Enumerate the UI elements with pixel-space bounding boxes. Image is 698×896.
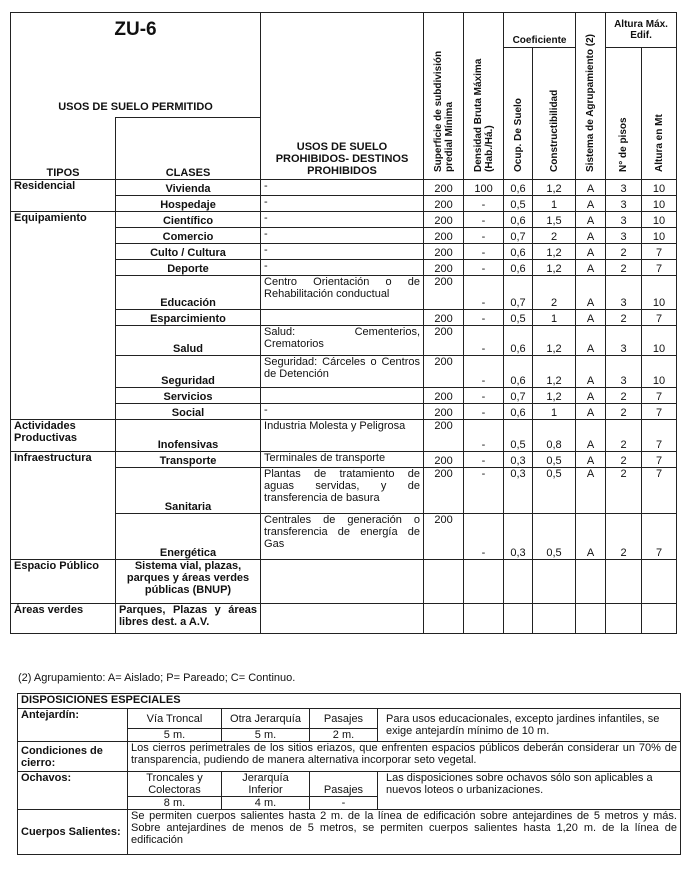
densidad-header: Densidad Bruta Máxima (Hab./Há.) (464, 13, 504, 180)
table-row (11, 276, 677, 310)
agrupamiento-cell: A (576, 404, 606, 420)
prohibido-cell: Industria Molesta y Peligrosa (261, 420, 424, 452)
antejardin-val1: 5 m. (128, 729, 222, 742)
agrupamiento-cell: A (576, 260, 606, 276)
superficie-cell: 200 (424, 356, 464, 388)
clase-cell: Vivienda (116, 180, 261, 196)
agrupamiento-cell: A (576, 326, 606, 356)
tipo-cell (11, 388, 116, 404)
superficie-cell: 200 (424, 310, 464, 326)
superficie-cell: 200 (424, 452, 464, 468)
table-row (11, 560, 677, 604)
ocupacion-cell: 0,7 (504, 276, 533, 310)
densidad-cell: - (464, 452, 504, 468)
prohibido-cell: Salud: Cementerios, Crematorios (261, 326, 424, 356)
densidad-cell: - (464, 514, 504, 560)
superficie-cell: 200 (424, 180, 464, 196)
disposiciones-title: DISPOSICIONES ESPECIALES (18, 694, 681, 709)
agrupamiento-cell: A (576, 452, 606, 468)
prohibido-cell: Plantas de tratamiento de aguas servidas, y de transferencia de basura (261, 468, 424, 514)
superficie-cell: 200 (424, 244, 464, 260)
empty-cell (576, 560, 606, 604)
table-row (11, 228, 677, 244)
constructibilidad-cell: 0,5 (533, 514, 576, 560)
tipo-cell: Equipamiento (11, 212, 116, 228)
prohibido-cell: - (261, 404, 424, 420)
clase-cell: Sistema vial, plazas, parques y áreas verdes públicas (BNUP) (116, 560, 261, 604)
ochavos-val2: 4 m. (222, 797, 310, 810)
superficie-cell: 200 (424, 404, 464, 420)
table-row (11, 404, 677, 420)
ocupacion-cell: 0,7 (504, 228, 533, 244)
prohibido-cell (261, 388, 424, 404)
cierro-text: Los cierros perimetrales de los sitios eriazos, que enfrenten espacios públicos deberán considerar un 70% de transparencia, pudiendo de manera alternativa incorporar seto vegetal. (128, 742, 681, 772)
tipo-cell (11, 244, 116, 260)
prohibido-cell (261, 310, 424, 326)
table-row (11, 514, 677, 560)
superficie-cell: 200 (424, 212, 464, 228)
pisos-cell: 2 (606, 468, 642, 514)
superficie-cell: 200 (424, 276, 464, 310)
ocupacion-cell: 0,5 (504, 196, 533, 212)
densidad-cell: - (464, 196, 504, 212)
antejardin-col3: Pasajes (310, 709, 378, 729)
tipos-header: TIPOS (11, 118, 116, 180)
agrupamiento-cell: A (576, 244, 606, 260)
tipo-cell (11, 310, 116, 326)
agrupamiento-cell: A (576, 228, 606, 244)
pisos-cell: 2 (606, 244, 642, 260)
altura-cell: 7 (642, 452, 677, 468)
agrupamiento-note: (2) Agrupamiento: A= Aislado; P= Pareado; C= Continuo. (18, 672, 296, 684)
ocupacion-cell: 0,5 (504, 420, 533, 452)
constructibilidad-cell: 2 (533, 228, 576, 244)
clase-cell: Educación (116, 276, 261, 310)
pisos-cell: 2 (606, 420, 642, 452)
table-row (11, 420, 677, 452)
tipo-cell (11, 196, 116, 212)
constructibilidad-cell: 1,2 (533, 180, 576, 196)
agrupamiento-cell: A (576, 180, 606, 196)
pisos-cell: 2 (606, 310, 642, 326)
pisos-cell: 2 (606, 452, 642, 468)
clase-cell: Servicios (116, 388, 261, 404)
empty-cell (424, 560, 464, 604)
prohibidos-header: USOS DE SUELO PROHIBIDOS- DESTINOS PROHIBIDOS (261, 13, 424, 180)
densidad-cell: - (464, 276, 504, 310)
antejardin-col2: Otra Jerarquía (222, 709, 310, 729)
empty-cell (606, 604, 642, 634)
tipo-cell (11, 468, 116, 514)
antejardin-val2: 5 m. (222, 729, 310, 742)
agrupamiento-cell: A (576, 196, 606, 212)
prohibido-cell: Seguridad: Cárceles o Centros de Detención (261, 356, 424, 388)
ocupacion-cell: 0,6 (504, 260, 533, 276)
densidad-cell: - (464, 260, 504, 276)
prohibido-cell: - (261, 244, 424, 260)
pisos-cell: 3 (606, 276, 642, 310)
superficie-cell: 200 (424, 260, 464, 276)
densidad-cell: - (464, 468, 504, 514)
tipo-cell (11, 326, 116, 356)
clase-cell: Salud (116, 326, 261, 356)
pisos-cell: 3 (606, 228, 642, 244)
antejardin-text: Para usos educacionales, excepto jardines infantiles, se exige antejardín mínimo de 10 m. (378, 709, 681, 742)
cuerpos-text: Se permiten cuerpos salientes hasta 2 m. de la línea de edificación sobre antejardines de 5 metros y más. Sobre antejardines de menos de 5 metros, se permiten cuerpos salientes hasta 1,20 m. de la línea de edificación (128, 810, 681, 855)
agrupamiento-cell: A (576, 388, 606, 404)
clase-cell: Sanitaria (116, 468, 261, 514)
usos-permitido-header: USOS DE SUELO PERMITIDO (11, 48, 261, 118)
tipo-cell (11, 404, 116, 420)
ochavos-col2: Jerarquía Inferior (222, 772, 310, 797)
altura-cell: 7 (642, 468, 677, 514)
ocupacion-cell: 0,6 (504, 212, 533, 228)
constructibilidad-cell: 0,5 (533, 468, 576, 514)
constructibilidad-cell: 0,8 (533, 420, 576, 452)
tipo-cell (11, 514, 116, 560)
ocupacion-cell: 0,3 (504, 514, 533, 560)
agrupamiento-cell: A (576, 420, 606, 452)
clase-cell: Social (116, 404, 261, 420)
ocupacion-cell: 0,7 (504, 388, 533, 404)
table-row (11, 388, 677, 404)
constructibilidad-cell: 1,2 (533, 260, 576, 276)
pisos-cell: 3 (606, 212, 642, 228)
pisos-cell: 2 (606, 404, 642, 420)
constructibilidad-cell: 0,5 (533, 452, 576, 468)
constructibilidad-cell: 1,2 (533, 388, 576, 404)
densidad-cell: - (464, 420, 504, 452)
table-row (11, 604, 677, 634)
altura-cell: 7 (642, 388, 677, 404)
superficie-header: Superficie de subdivisión predial Mínima (424, 13, 464, 180)
altura-max-header: Altura Máx. Edif. (606, 13, 677, 48)
pisos-cell: 3 (606, 180, 642, 196)
tipo-cell: Residencial (11, 180, 116, 196)
pisos-cell: 2 (606, 514, 642, 560)
clase-cell: Culto / Cultura (116, 244, 261, 260)
ocupacion-cell: 0,3 (504, 468, 533, 514)
empty-cell (504, 604, 533, 634)
pisos-cell: 3 (606, 196, 642, 212)
prohibido-cell: - (261, 180, 424, 196)
clase-cell: Deporte (116, 260, 261, 276)
pisos-header: N° de pisos (606, 48, 642, 180)
ocupacion-header: Ocup. De Suelo (504, 48, 533, 180)
densidad-cell: - (464, 326, 504, 356)
coeficiente-header: Coeficiente (504, 13, 576, 48)
clase-cell: Inofensivas (116, 420, 261, 452)
empty-cell (576, 604, 606, 634)
superficie-cell: 200 (424, 468, 464, 514)
constructibilidad-cell: 2 (533, 276, 576, 310)
empty-cell (642, 604, 677, 634)
prohibido-cell: - (261, 196, 424, 212)
tipo-cell (11, 228, 116, 244)
densidad-cell: - (464, 356, 504, 388)
densidad-cell: - (464, 404, 504, 420)
altura-cell: 10 (642, 212, 677, 228)
table-row (11, 244, 677, 260)
pisos-cell: 3 (606, 326, 642, 356)
ocupacion-cell: 0,6 (504, 356, 533, 388)
empty-cell (464, 560, 504, 604)
agrupamiento-cell: A (576, 514, 606, 560)
agrupamiento-header: Sistema de Agrupamiento (2) (576, 13, 606, 180)
tipo-cell (11, 260, 116, 276)
altura-cell: 7 (642, 514, 677, 560)
ocupacion-cell: 0,5 (504, 310, 533, 326)
agrupamiento-cell: A (576, 212, 606, 228)
empty-cell (424, 604, 464, 634)
clase-cell: Comercio (116, 228, 261, 244)
table-row (11, 452, 677, 468)
constructibilidad-cell: 1,2 (533, 326, 576, 356)
densidad-cell: 100 (464, 180, 504, 196)
clase-cell: Parques, Plazas y áreas libres dest. a A.V. (116, 604, 261, 634)
ochavos-val1: 8 m. (128, 797, 222, 810)
tipo-cell: Actividades Productivas (11, 420, 116, 452)
tipo-cell: Espacio Público (11, 560, 116, 604)
altura-cell: 10 (642, 228, 677, 244)
constructibilidad-cell: 1 (533, 404, 576, 420)
densidad-cell: - (464, 310, 504, 326)
altura-cell: 7 (642, 310, 677, 326)
ocupacion-cell: 0,6 (504, 244, 533, 260)
antejardin-col1: Vía Troncal (128, 709, 222, 729)
ochavos-col1: Troncales y Colectoras (128, 772, 222, 797)
clase-cell: Esparcimiento (116, 310, 261, 326)
constructibilidad-cell: 1,2 (533, 356, 576, 388)
table-row (11, 196, 677, 212)
densidad-cell: - (464, 212, 504, 228)
empty-cell (533, 560, 576, 604)
tipo-cell: Infraestructura (11, 452, 116, 468)
ochavos-label: Ochavos: (18, 772, 128, 810)
table-row (11, 212, 677, 228)
clase-cell: Energética (116, 514, 261, 560)
prohibido-cell: Terminales de transporte (261, 452, 424, 468)
altura-cell: 7 (642, 404, 677, 420)
antejardin-label: Antejardín: (18, 709, 128, 742)
clase-cell: Transporte (116, 452, 261, 468)
altura-cell: 10 (642, 326, 677, 356)
prohibido-cell: - (261, 228, 424, 244)
agrupamiento-cell: A (576, 276, 606, 310)
ochavos-col3: Pasajes (310, 772, 378, 797)
agrupamiento-cell: A (576, 468, 606, 514)
densidad-cell: - (464, 388, 504, 404)
superficie-cell: 200 (424, 196, 464, 212)
constructibilidad-cell: 1,2 (533, 244, 576, 260)
zoning-table (10, 12, 677, 634)
ocupacion-cell: 0,3 (504, 452, 533, 468)
ochavos-text: Las disposiciones sobre ochavos sólo son aplicables a nuevos loteos o urbanizaciones. (378, 772, 681, 810)
pisos-cell: 2 (606, 260, 642, 276)
densidad-cell: - (464, 244, 504, 260)
clase-cell: Científico (116, 212, 261, 228)
clase-cell: Hospedaje (116, 196, 261, 212)
superficie-cell: 200 (424, 514, 464, 560)
table-row (11, 326, 677, 356)
ocupacion-cell: 0,6 (504, 326, 533, 356)
constructibilidad-header: Constructibilidad (533, 48, 576, 180)
altura-cell: 10 (642, 180, 677, 196)
ocupacion-cell: 0,6 (504, 404, 533, 420)
disposiciones-table (17, 693, 681, 855)
superficie-cell: 200 (424, 228, 464, 244)
table-row (11, 356, 677, 388)
densidad-cell: - (464, 228, 504, 244)
altura-mt-header: Altura en Mt (642, 48, 677, 180)
superficie-cell: 200 (424, 326, 464, 356)
prohibido-cell: - (261, 260, 424, 276)
clase-cell: Seguridad (116, 356, 261, 388)
superficie-cell: 200 (424, 388, 464, 404)
cierro-label: Condiciones de cierro: (18, 742, 128, 772)
empty-cell (261, 604, 424, 634)
tipo-cell (11, 276, 116, 310)
ocupacion-cell: 0,6 (504, 180, 533, 196)
empty-cell (504, 560, 533, 604)
pisos-cell: 3 (606, 356, 642, 388)
altura-cell: 7 (642, 244, 677, 260)
empty-cell (464, 604, 504, 634)
altura-cell: 7 (642, 260, 677, 276)
empty-cell (261, 560, 424, 604)
table-row (11, 180, 677, 196)
empty-cell (642, 560, 677, 604)
prohibido-cell: Centrales de generación o transferencia de energía de Gas (261, 514, 424, 560)
table-row (11, 260, 677, 276)
constructibilidad-cell: 1,5 (533, 212, 576, 228)
prohibido-cell: Centro Orientación o de Rehabilitación conductual (261, 276, 424, 310)
tipo-cell (11, 356, 116, 388)
empty-cell (533, 604, 576, 634)
agrupamiento-cell: A (576, 356, 606, 388)
table-row (11, 310, 677, 326)
altura-cell: 10 (642, 196, 677, 212)
altura-cell: 10 (642, 356, 677, 388)
antejardin-val3: 2 m. (310, 729, 378, 742)
constructibilidad-cell: 1 (533, 310, 576, 326)
zone-title: ZU-6 (11, 13, 261, 48)
clases-header: CLASES (116, 118, 261, 180)
prohibido-cell: - (261, 212, 424, 228)
altura-cell: 10 (642, 276, 677, 310)
altura-cell: 7 (642, 420, 677, 452)
pisos-cell: 2 (606, 388, 642, 404)
agrupamiento-cell: A (576, 310, 606, 326)
superficie-cell: 200 (424, 420, 464, 452)
empty-cell (606, 560, 642, 604)
table-row (11, 468, 677, 514)
constructibilidad-cell: 1 (533, 196, 576, 212)
cuerpos-label: Cuerpos Salientes: (18, 810, 128, 855)
ochavos-val3: - (310, 797, 378, 810)
tipo-cell: Áreas verdes (11, 604, 116, 634)
